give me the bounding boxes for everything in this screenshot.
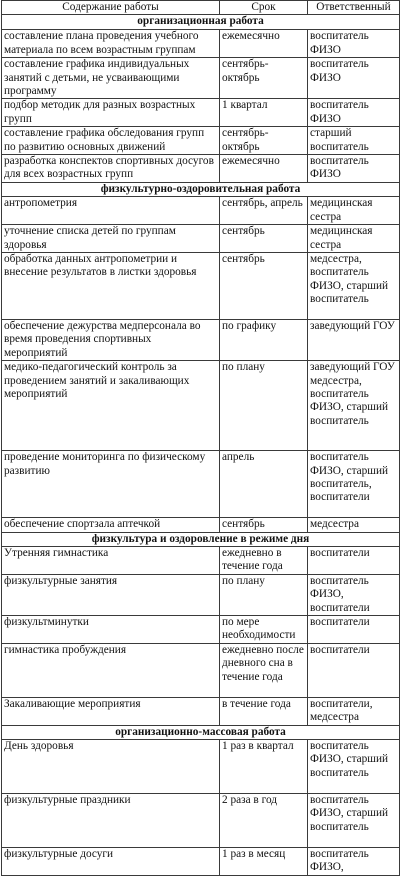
table-row <box>2 643 400 697</box>
task-cell: физкультурные занятия <box>2 574 220 615</box>
table-row <box>2 155 400 183</box>
term-cell: 1 раз в месяц <box>220 848 308 876</box>
responsible-cell: заведующий ГОУ <box>308 319 400 360</box>
task-cell: обеспечение спортзала аптечкой <box>2 518 220 532</box>
term-cell: 1 раз в квартал <box>220 740 308 794</box>
work-plan-table <box>1 0 400 876</box>
responsible-cell: старший воспитатель <box>308 127 400 155</box>
table-row <box>2 252 400 319</box>
table-row <box>2 794 400 848</box>
table-row <box>2 361 400 451</box>
term-cell: сентябрь <box>220 252 308 319</box>
term-cell: по плану <box>220 574 308 615</box>
task-cell: День здоровья <box>2 740 220 794</box>
section-title: организационная работа <box>2 15 400 30</box>
task-cell: разработка конспектов спортивных досугов для всех возрастных групп <box>2 155 220 183</box>
header-responsible: Ответственный <box>308 1 400 15</box>
term-cell: 2 раза в год <box>220 794 308 848</box>
table-row <box>2 740 400 794</box>
table-row <box>2 574 400 615</box>
header-term: Срок <box>220 1 308 15</box>
responsible-cell: воспитатель ФИЗО, воспитатели <box>308 574 400 615</box>
responsible-cell: воспитатели <box>308 643 400 697</box>
term-cell: ежедневно после дневного сна в течение года <box>220 643 308 697</box>
table-row <box>2 319 400 360</box>
task-cell: физкультурные праздники <box>2 794 220 848</box>
responsible-cell: воспитатель ФИЗО, старший воспитатель <box>308 740 400 794</box>
term-cell: по мере необходимости <box>220 615 308 643</box>
task-cell: Утренняя гимнастика <box>2 546 220 574</box>
section-row <box>2 532 400 546</box>
responsible-cell: воспитатель ФИЗО <box>308 58 400 99</box>
term-cell: ежемесячно <box>220 30 308 58</box>
responsible-cell: воспитатель ФИЗО, старший воспитатель <box>308 794 400 848</box>
table-row <box>2 697 400 725</box>
term-cell: сентябрь-октябрь <box>220 127 308 155</box>
header-content: Содержание работы <box>2 1 220 15</box>
table-row <box>2 518 400 532</box>
responsible-cell: воспитатель ФИЗО, старший воспитатель, воспитатели <box>308 451 400 518</box>
task-cell: уточнение списка детей по группам здоровья <box>2 225 220 253</box>
responsible-cell: воспитатели <box>308 546 400 574</box>
responsible-cell: воспитатель ФИЗО <box>308 155 400 183</box>
term-cell: ежемесячно <box>220 155 308 183</box>
term-cell: сентябрь, апрель <box>220 197 308 225</box>
responsible-cell: воспитатель ФИЗО, <box>308 848 400 876</box>
table-row <box>2 225 400 253</box>
table-header <box>2 1 400 15</box>
task-cell: составление графика индивидуальных занятий с детьми, не усваивающими программу <box>2 58 220 99</box>
task-cell: подбор методик для разных возрастных групп <box>2 99 220 127</box>
table-row <box>2 99 400 127</box>
task-cell: антропометрия <box>2 197 220 225</box>
responsible-cell: медсестра, воспитатель ФИЗО, старший воспитатель <box>308 252 400 319</box>
responsible-cell: медицинская сестра <box>308 225 400 253</box>
term-cell: сентябрь <box>220 225 308 253</box>
section-title: физкультурно-оздоровительная работа <box>2 182 400 196</box>
responsible-cell: воспитатель ФИЗО <box>308 30 400 58</box>
term-cell: по графику <box>220 319 308 360</box>
responsible-cell: воспитатели <box>308 615 400 643</box>
section-row <box>2 15 400 30</box>
section-row <box>2 182 400 196</box>
task-cell: проведение мониторинга по физическому развитию <box>2 451 220 518</box>
section-row <box>2 725 400 739</box>
task-cell: составление плана проведения учебного материала по всем возрастным группам <box>2 30 220 58</box>
table-row <box>2 615 400 643</box>
term-cell: сентябрь-октябрь <box>220 58 308 99</box>
term-cell: 1 квартал <box>220 99 308 127</box>
term-cell: по плану <box>220 361 308 451</box>
task-cell: обработка данных антропометрии и внесение результатов в листки здоровья <box>2 252 220 319</box>
table-row <box>2 546 400 574</box>
responsible-cell: медицинская сестра <box>308 197 400 225</box>
responsible-cell: воспитатель ФИЗО <box>308 99 400 127</box>
task-cell: гимнастика пробуждения <box>2 643 220 697</box>
task-cell: Закаливающие мероприятия <box>2 697 220 725</box>
term-cell: сентябрь <box>220 518 308 532</box>
task-cell: медико-педагогический контроль за проведением занятий и закаливающих мероприятий <box>2 361 220 451</box>
responsible-cell: заведующий ГОУ медсестра, воспитатель ФИЗО, старший воспитатель <box>308 361 400 451</box>
term-cell: апрель <box>220 451 308 518</box>
responsible-cell: воспитатели, медсестра <box>308 697 400 725</box>
table-row <box>2 848 400 876</box>
table-row <box>2 58 400 99</box>
task-cell: обеспечение дежурства медперсонала во время проведения спортивных мероприятий <box>2 319 220 360</box>
responsible-cell: медсестра <box>308 518 400 532</box>
table-row <box>2 451 400 518</box>
section-title: организационно-массовая работа <box>2 725 400 739</box>
table-row <box>2 127 400 155</box>
term-cell: ежедневно в течение года <box>220 546 308 574</box>
table-row <box>2 30 400 58</box>
section-title: физкультура и оздоровление в режиме дня <box>2 532 400 546</box>
task-cell: физкультминутки <box>2 615 220 643</box>
task-cell: физкультурные досуги <box>2 848 220 876</box>
term-cell: в течение года <box>220 697 308 725</box>
task-cell: составление графика обследования групп по развитию основных движений <box>2 127 220 155</box>
table-row <box>2 197 400 225</box>
